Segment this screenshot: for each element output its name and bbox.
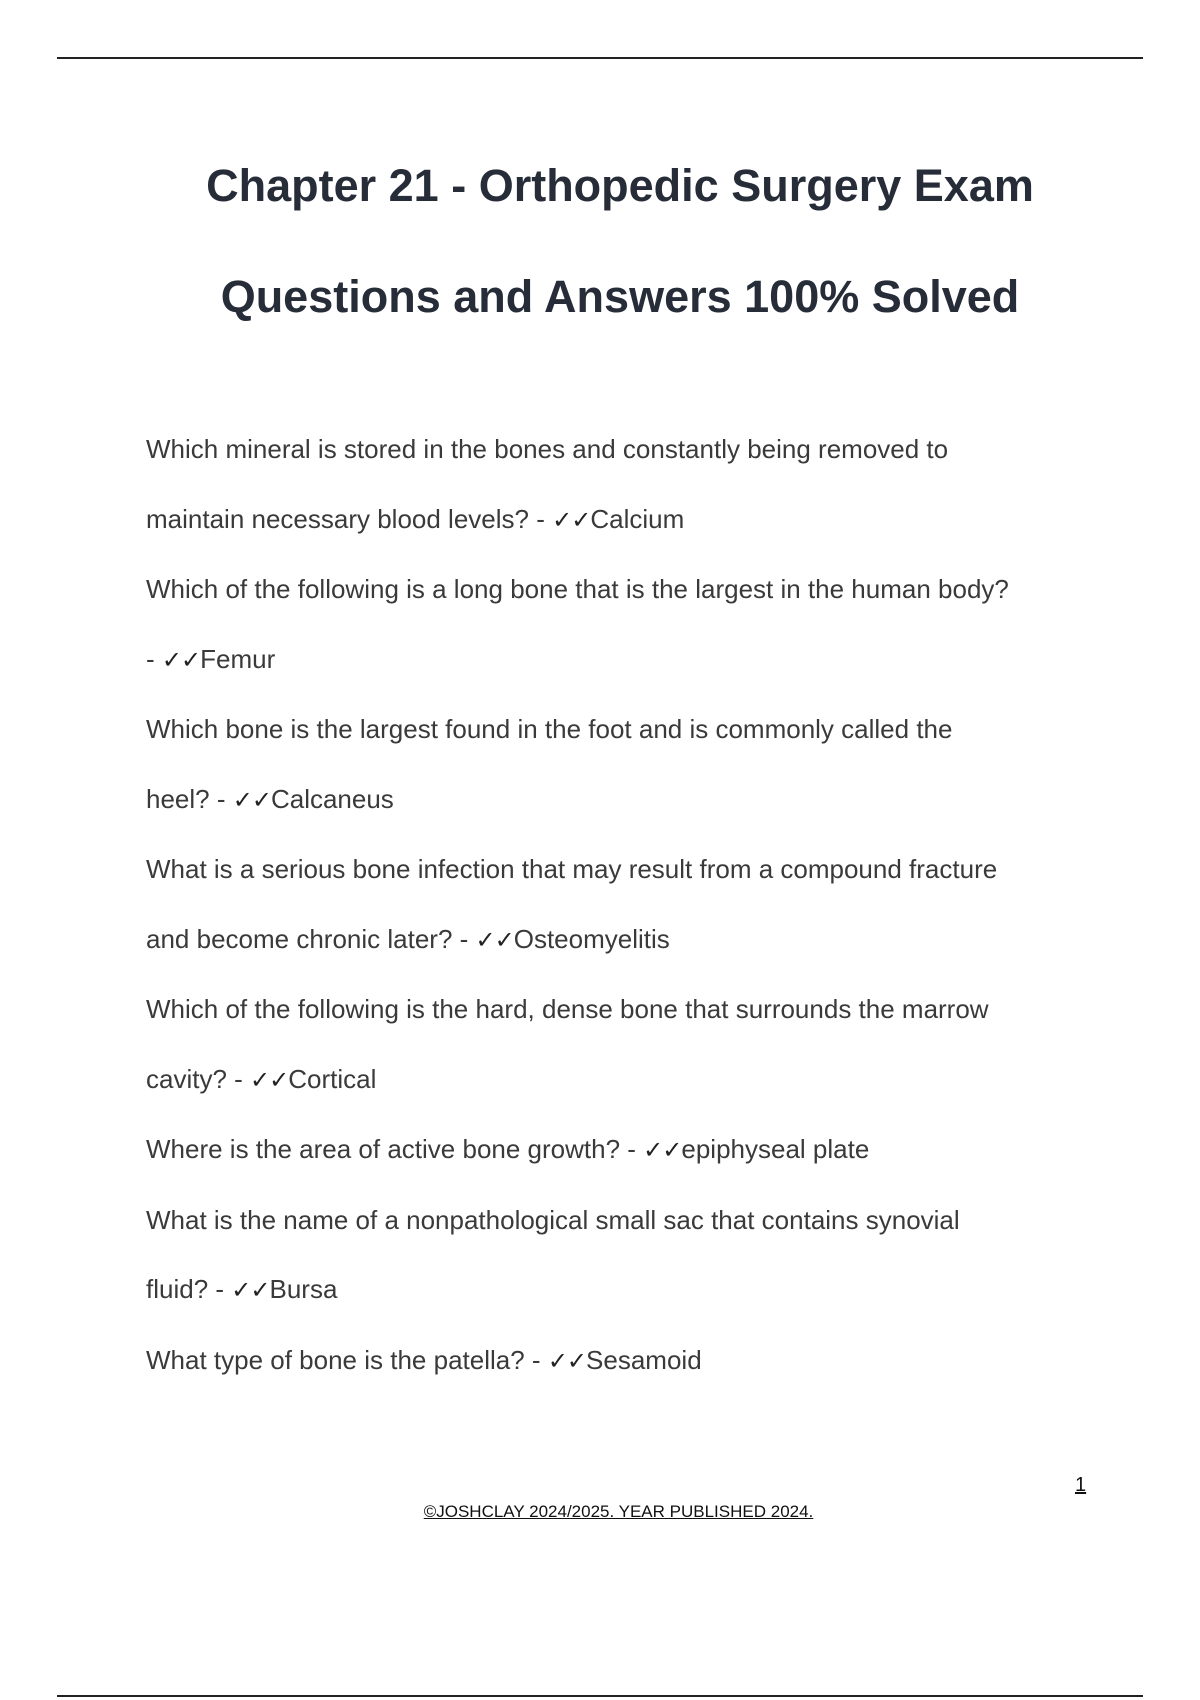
qa-item <box>146 835 1106 975</box>
question-text: Which of the following is a long bone that is the largest in the human body? <box>146 574 1009 604</box>
document-title <box>100 130 1140 352</box>
double-check-icon: ✓✓ <box>232 785 271 814</box>
double-check-icon: ✓✓ <box>161 645 201 674</box>
answer-text: epiphyseal plate <box>681 1134 870 1164</box>
qa-item <box>146 1326 1106 1397</box>
double-check-icon: ✓✓ <box>552 505 591 534</box>
question-text: Which mineral is stored in the bones and constantly being removed to <box>146 434 949 464</box>
qa-item <box>146 695 1106 835</box>
title-line-2: Questions and Answers 100% Solved <box>220 271 1020 322</box>
answer-text: Calcium <box>590 503 685 534</box>
answer-separator: - <box>620 1134 644 1164</box>
qa-question-line <box>146 1186 1106 1256</box>
answer-text: Sesamoid <box>586 1344 702 1375</box>
question-text: What type of bone is the patella? <box>146 1344 525 1375</box>
title-line-1: Chapter 21 - Orthopedic Surgery Exam <box>206 160 1034 211</box>
page-number: 1 <box>1075 1474 1087 1496</box>
answer-text: Bursa <box>269 1274 338 1304</box>
qa-question-line <box>146 695 1106 765</box>
answer-text: Calcaneus <box>270 783 394 814</box>
question-text: fluid? <box>146 1274 209 1304</box>
answer-separator: - <box>529 503 553 534</box>
top-rule <box>57 57 1143 59</box>
qa-question-line <box>146 1326 1106 1397</box>
question-text: maintain necessary blood levels? <box>146 503 529 534</box>
answer-text: Cortical <box>288 1063 377 1094</box>
question-text: What is the name of a nonpathological small sac that contains synovial <box>146 1204 960 1235</box>
qa-item <box>146 975 1106 1115</box>
double-check-icon: ✓✓ <box>547 1346 587 1375</box>
question-text: Where is the area of active bone growth? <box>146 1134 621 1164</box>
double-check-icon: ✓✓ <box>250 1065 289 1094</box>
qa-question-line <box>146 415 1106 485</box>
answer-text: Osteomyelitis <box>513 923 670 954</box>
answer-separator: - <box>452 923 476 954</box>
qa-question-line <box>146 905 1106 976</box>
qa-question-line <box>146 835 1106 905</box>
question-text: Which bone is the largest found in the foot and is commonly called the <box>146 714 953 744</box>
qa-item <box>146 1186 1106 1326</box>
question-text: cavity? <box>146 1063 227 1094</box>
question-text: What is a serious bone infection that may result from a compound fracture <box>146 854 998 884</box>
qa-item <box>146 415 1106 555</box>
question-text: heel? <box>146 783 210 814</box>
qa-question-line <box>146 485 1106 556</box>
answer-separator: - <box>209 783 233 814</box>
answer-separator: - <box>208 1274 232 1304</box>
qa-question-line <box>146 1045 1106 1116</box>
bottom-rule <box>57 1695 1143 1697</box>
question-text: Which of the following is the hard, dense bone that surrounds the marrow <box>146 994 989 1024</box>
qa-item <box>146 555 1106 695</box>
copyright-footer: ©JOSHCLAY 2024/2025. YEAR PUBLISHED 2024. <box>423 1502 814 1521</box>
answer-separator: - <box>146 643 162 674</box>
qa-question-line <box>146 765 1106 836</box>
qa-question-line <box>146 625 1106 696</box>
qa-item <box>146 1115 1106 1186</box>
qa-question-line <box>146 555 1106 625</box>
question-text: and become chronic later? <box>146 923 453 954</box>
double-check-icon: ✓✓ <box>231 1276 270 1304</box>
answer-separator: - <box>524 1344 548 1375</box>
qa-question-line <box>146 1115 1106 1186</box>
qa-question-line <box>146 1255 1106 1326</box>
double-check-icon: ✓✓ <box>643 1136 682 1164</box>
qa-question-line <box>146 975 1106 1045</box>
answer-text: Femur <box>200 643 276 674</box>
answer-separator: - <box>226 1063 251 1094</box>
double-check-icon: ✓✓ <box>475 925 514 954</box>
qa-list <box>146 415 1106 1396</box>
